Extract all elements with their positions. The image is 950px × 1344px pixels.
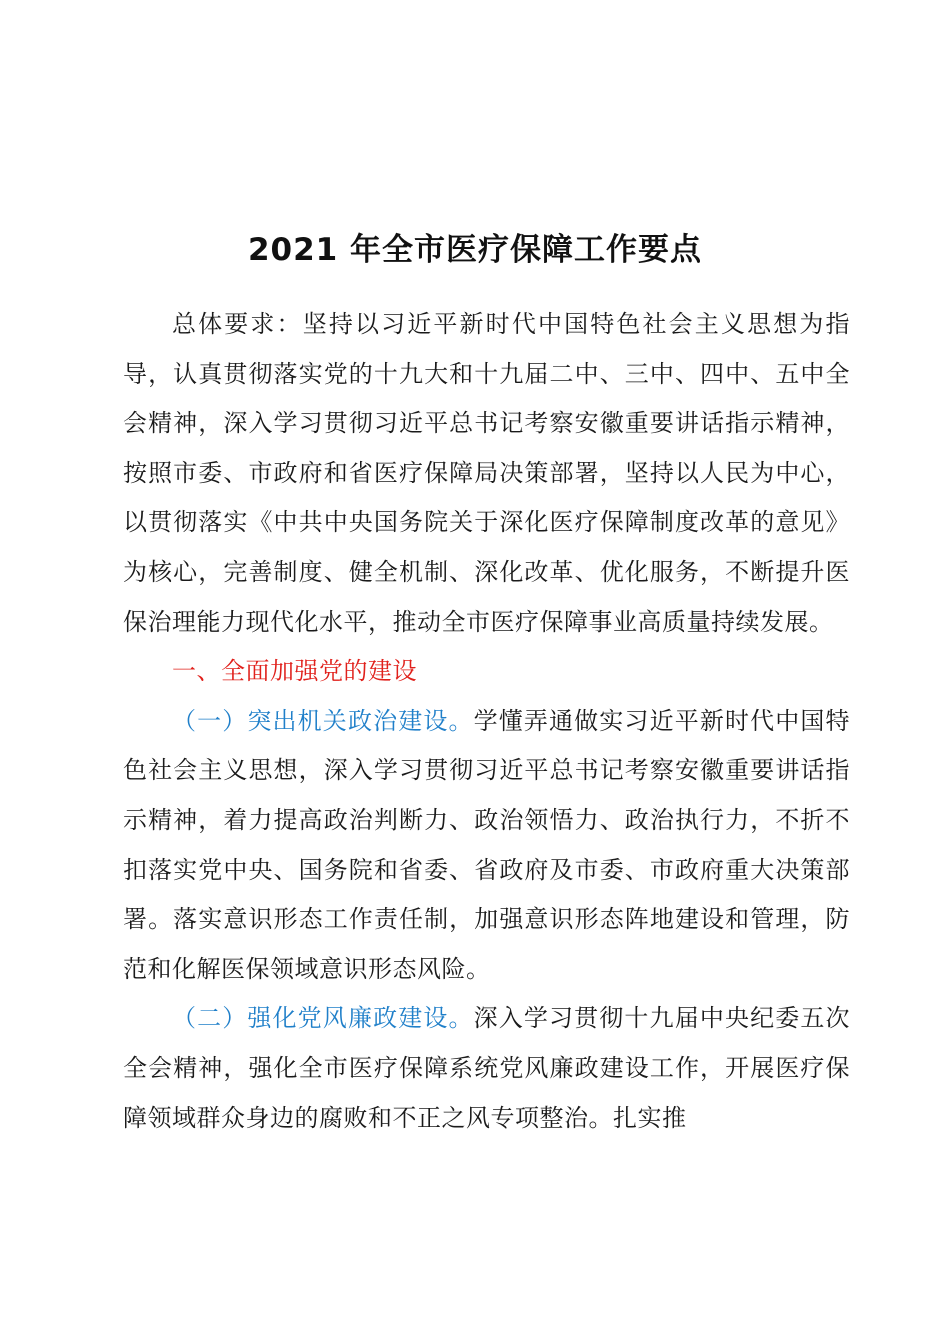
item-2-heading: （二）强化党风廉政建设。 <box>172 1004 474 1033</box>
document-title: 2021 年全市医疗保障工作要点 <box>247 232 703 268</box>
intro-paragraph: 总体要求：坚持以习近平新时代中国特色社会主义思想为指导，认真贯彻落实党的十九大和十九届二中、三中、四中、五中全会精神，深入学习贯彻习近平总书记考察安徽重要讲话指示精神，按照市委、市政府和省医疗保障局决策部署，坚持以人民为中心，以贯彻落实《中共中央国务院关于深化医疗保障制度改革的意见》为核心，完善制度、健全机制、深化改革、优化服务，不断提升医保治理能力现代化水平，推动全市医疗保障事业高质量持续发展。 <box>123 310 850 636</box>
item-1-heading: （一）突出机关政治建设。 <box>172 706 474 735</box>
item-1-paragraph <box>123 697 850 995</box>
item-2-paragraph <box>123 994 850 1143</box>
item-1-text: 学懂弄通做实习近平新时代中国特色社会主义思想，深入学习贯彻习近平总书记考察安徽重要讲话指示精神，着力提高政治判断力、政治领悟力、政治执行力，不折不扣落实党中央、国务院和省委、省政府及市委、市政府重大决策部署。落实意识形态工作责任制，加强意识形态阵地建设和管理，防范和化解医保领域意识形态风险。 <box>123 706 851 983</box>
section-1-heading: 一、全面加强党的建设 <box>172 657 417 686</box>
item-2-text: 深入学习贯彻十九届中央纪委五次全会精神，强化全市医疗保障系统党风廉政建设工作，开展医疗保障领域群众身边的腐败和不正之风专项整治。扎实推 <box>123 1004 851 1132</box>
document-body <box>123 300 850 1143</box>
